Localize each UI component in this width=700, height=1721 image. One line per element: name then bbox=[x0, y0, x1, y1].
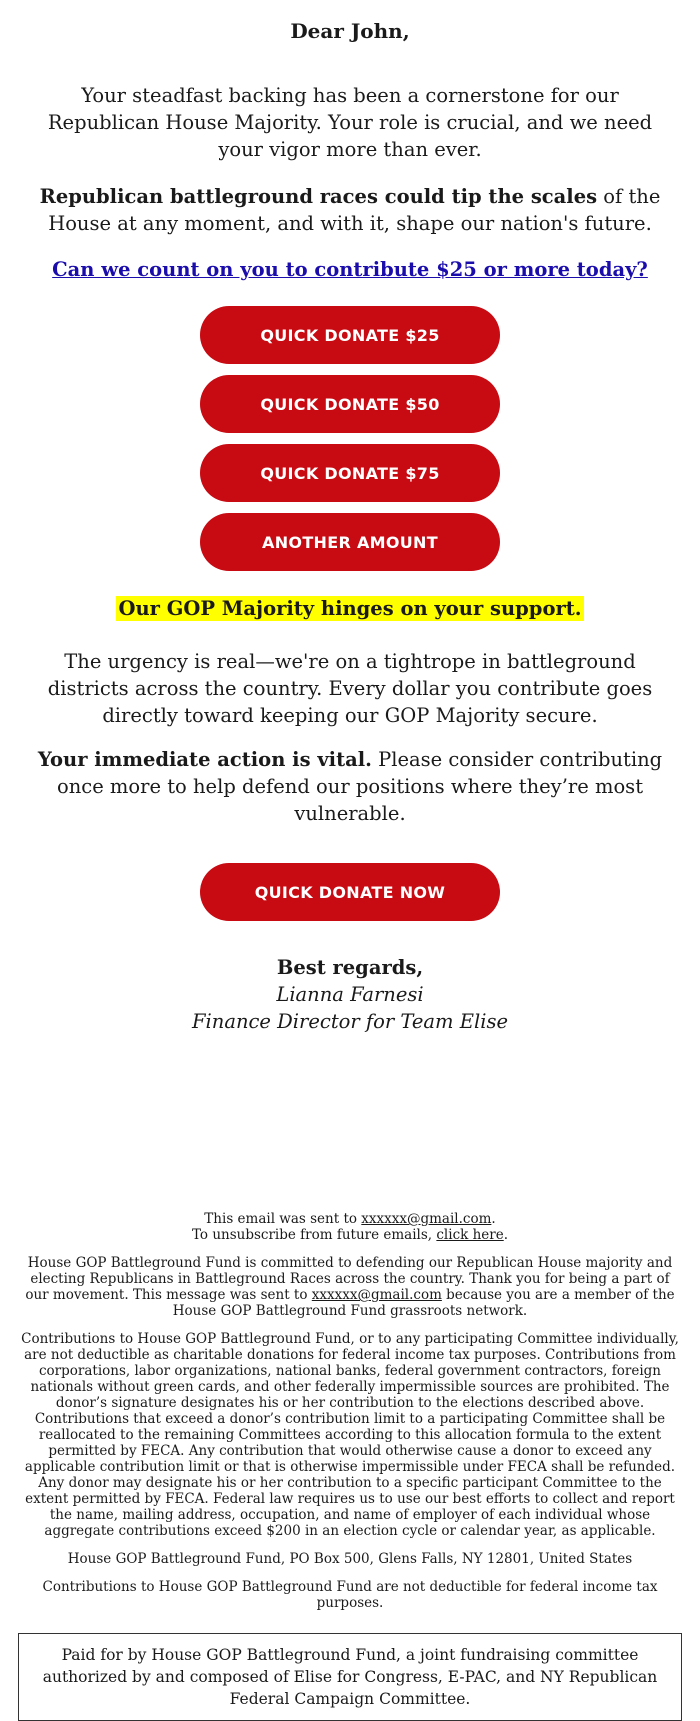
mission-text-b: because you are a member of the House GOP Battleground Fund grassroots network. bbox=[172, 1287, 675, 1319]
mailing-address: House GOP Battleground Fund, PO Box 500, Glens Falls, NY 12801, United States bbox=[67, 1551, 633, 1567]
sent-to-suffix: . bbox=[491, 1211, 496, 1227]
intro-paragraph: Your steadfast backing has been a cornerstone for our Republican House Majority. Your role is crucial, and we need your vigor more than ever. bbox=[47, 84, 653, 161]
urgency-paragraph: The urgency is real—we're on a tightrope in battleground districts across the country. Every dollar you contribute goes directly toward keeping our GOP Majority secure. bbox=[47, 650, 653, 727]
signer-name: Lianna Farnesi bbox=[276, 983, 424, 1006]
battleground-rest-text: of the House at any moment, and with it, shape our nation's future. bbox=[48, 185, 661, 235]
unsubscribe-link[interactable]: click here bbox=[436, 1227, 504, 1243]
action-rest-text: Please consider contributing once more to help defend our positions where they’re most vulnerable. bbox=[56, 748, 663, 825]
mission-email-link[interactable]: xxxxxx@gmail.com bbox=[311, 1287, 442, 1303]
greeting: Dear John, bbox=[290, 19, 410, 43]
signer-title: Finance Director for Team Elise bbox=[192, 1010, 508, 1033]
tax-deductible-notice: Contributions to House GOP Battleground Fund are not deductible for federal income tax purposes. bbox=[42, 1579, 658, 1611]
closing: Best regards, bbox=[276, 956, 424, 979]
ask-line bbox=[0, 256, 700, 284]
battleground-paragraph bbox=[30, 183, 670, 237]
highlighted-text: Our GOP Majority hinges on your support. bbox=[118, 597, 582, 620]
action-bold-text: Your immediate action is vital. bbox=[37, 748, 372, 771]
action-paragraph bbox=[30, 746, 670, 827]
contribute-ask-link[interactable]: Can we count on you to contribute $25 or more today? bbox=[52, 258, 648, 281]
donate-now-wrap bbox=[0, 863, 700, 921]
unsubscribe-suffix: . bbox=[503, 1227, 509, 1243]
majority-highlight bbox=[0, 597, 700, 620]
battleground-bold-text: Republican battleground races could tip the scales bbox=[39, 185, 598, 208]
paid-for-box: Paid for by House GOP Battleground Fund, a joint fundraising committee authorized by and composed of Elise for Congress, E-PAC, and NY Republican Federal Campaign Committee. bbox=[18, 1633, 682, 1721]
signature-block bbox=[0, 954, 700, 1035]
email-footer bbox=[20, 1211, 680, 1611]
legal-disclaimer: Contributions to House GOP Battleground Fund, or to any participating Committee individually, are not deductible as charitable donations for federal income tax purposes. Contributions from corporations, labor organizations, national banks, federal government contractors, foreign nationals without green cards, and other federally impermissible sources are prohibited. The donor’s signature designates his or her contribution to the elections described above. Contributions that exceed a donor’s contribution limit to a participating Committee shall be reallocated to the remaining Committees according to this allocation formula to the extent permitted by FECA. Any contribution that would otherwise cause a donor to exceed any applicable contribution limit or that is otherwise impermissible under FECA shall be refunded. Any donor may designate his or her contribution to a specific participant Committee to the extent permitted by FECA. Federal law requires us to use our best efforts to collect and report the name, mailing address, occupation, and name of employer of each individual whose aggregate contributions exceed $200 in an election cycle or calendar year, as applicable. bbox=[21, 1331, 679, 1539]
sent-to-notice bbox=[20, 1211, 680, 1243]
quick-donate-25-button[interactable]: QUICK DONATE $25 bbox=[200, 306, 500, 364]
mission-text-a: House GOP Battleground Fund is committed to defending our Republican House majority and electing Republicans in Battleground Races across the country. Thank you for being a part of our movement. This message was sent to bbox=[25, 1255, 673, 1303]
donate-buttons-group bbox=[0, 306, 700, 571]
quick-donate-now-button[interactable]: QUICK DONATE NOW bbox=[200, 863, 500, 921]
recipient-email-link[interactable]: xxxxxx@gmail.com bbox=[361, 1211, 492, 1227]
quick-donate-75-button[interactable]: QUICK DONATE $75 bbox=[200, 444, 500, 502]
another-amount-button[interactable]: ANOTHER AMOUNT bbox=[200, 513, 500, 571]
mission-statement bbox=[20, 1255, 680, 1319]
quick-donate-50-button[interactable]: QUICK DONATE $50 bbox=[200, 375, 500, 433]
sent-to-prefix: This email was sent to bbox=[204, 1211, 362, 1227]
unsubscribe-prefix: To unsubscribe from future emails, bbox=[191, 1227, 437, 1243]
